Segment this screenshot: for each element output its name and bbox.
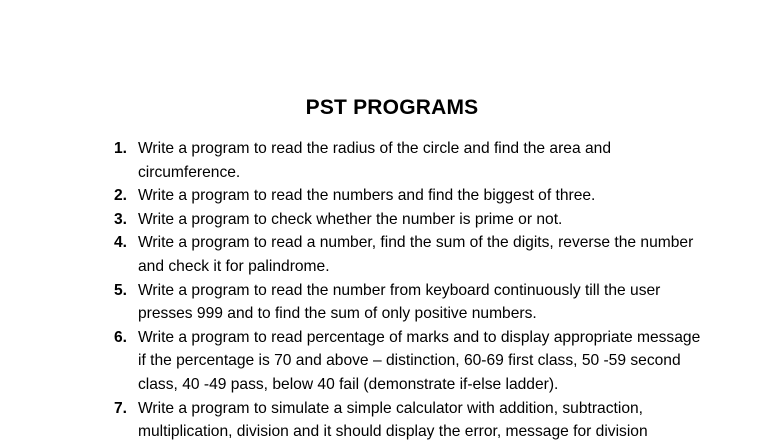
list-item-number: 7. xyxy=(114,399,128,417)
list-item-text: Write a program to read the numbers and find the biggest of three. xyxy=(138,187,596,205)
list-item-number: 4. xyxy=(114,234,128,252)
page-title: PST PROGRAMS xyxy=(305,96,479,119)
list-item xyxy=(114,326,704,397)
list-item-number: 3. xyxy=(114,210,128,228)
list-item xyxy=(114,279,704,326)
list-item-text: Write a program to read percentage of marks and to display appropriate message if the percentage is 70 and above – distinction, 60-69 first class, 50 -59 second class, 40 -49 pass, below 40 fail (demonstrate if-else ladder). xyxy=(138,328,701,393)
list-item-number: 1. xyxy=(114,140,128,157)
list-item xyxy=(114,208,704,232)
list-item-text: Write a program to simulate a simple calculator with addition, subtraction, multiplication, division and it should display the error, message for division xyxy=(138,399,648,441)
list-item-number: 5. xyxy=(114,281,128,299)
list-item-number: 6. xyxy=(114,328,128,346)
list-item xyxy=(114,397,704,441)
list-item xyxy=(114,231,704,278)
program-list xyxy=(114,137,704,441)
list-item-text: Write a program to read the radius of the circle and find the area and circumference. xyxy=(138,140,611,181)
list-item-text: Write a program to read the number from keyboard continuously till the user presses 999 and to find the sum of only positive numbers. xyxy=(138,281,661,323)
list-item-text: Write a program to check whether the number is prime or not. xyxy=(138,210,563,228)
list-item-text: Write a program to read a number, find the sum of the digits, reverse the number and check it for palindrome. xyxy=(138,234,694,275)
list-item-number: 2. xyxy=(114,187,128,205)
list-item xyxy=(114,184,704,208)
list-item xyxy=(114,137,704,184)
